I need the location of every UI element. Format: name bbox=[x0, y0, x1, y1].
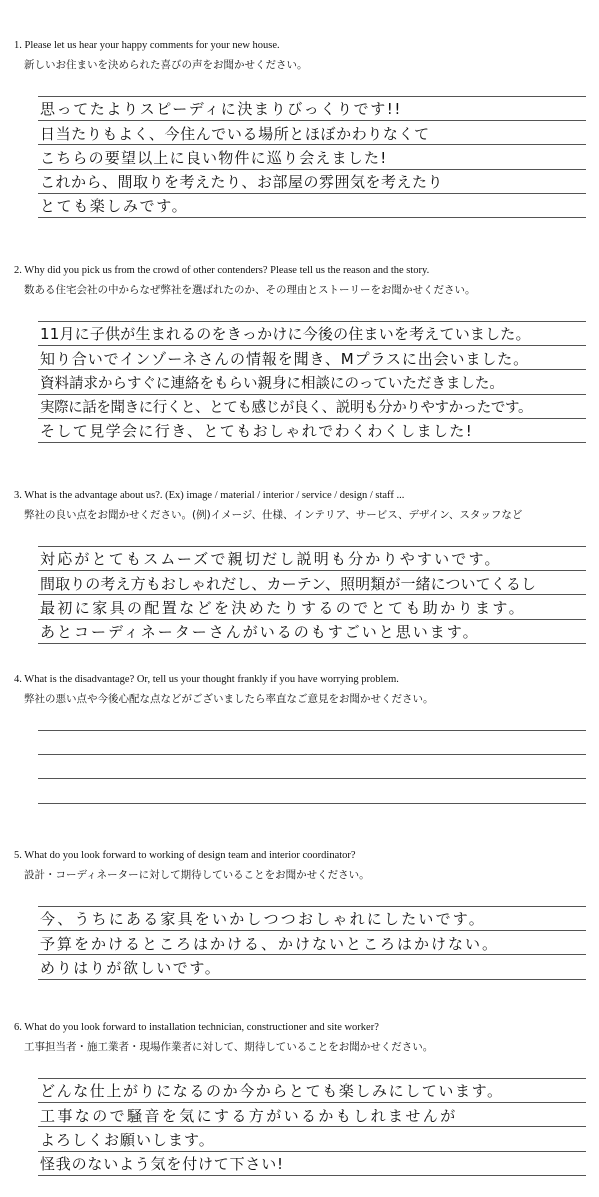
answer-1-line-5: とても楽しみです。 bbox=[40, 197, 189, 215]
answer-line bbox=[38, 730, 586, 731]
question-2-english: 2. Why did you pick us from the crowd of other contenders? Please tell us the reason and the story. bbox=[14, 265, 430, 276]
answer-line bbox=[38, 321, 586, 322]
answer-line bbox=[38, 369, 586, 370]
answer-6-line-3: よろしくお願いします。 bbox=[40, 1131, 215, 1149]
question-3-english: 3. What is the advantage about us?. (Ex) image / material / interior / service / design / staff ... bbox=[14, 490, 405, 501]
answer-2-line-5: そして見学会に行き、とてもおしゃれでわくわくしました! bbox=[40, 422, 474, 440]
answer-line bbox=[38, 442, 586, 443]
answer-3-line-1: 対応がとてもスムーズで親切だし説明も分かりやすいです。 bbox=[40, 550, 502, 568]
answer-6-line-4: 怪我のないよう気を付けて下さい! bbox=[40, 1155, 284, 1173]
answer-line bbox=[38, 594, 586, 595]
answer-line bbox=[38, 778, 586, 779]
answer-3-line-2: 間取りの考え方もおしゃれだし、カーテン、照明類が一緒についてくるし bbox=[40, 575, 537, 593]
answer-6-line-1: どんな仕上がりになるのか今からとても楽しみにしています。 bbox=[40, 1082, 504, 1100]
answer-line bbox=[38, 570, 586, 571]
answer-line bbox=[38, 169, 586, 170]
answer-line bbox=[38, 1175, 586, 1176]
answer-line bbox=[38, 394, 586, 395]
answer-1-line-4: これから、間取りを考えたり、お部屋の雰囲気を考えたり bbox=[40, 173, 444, 191]
answer-line bbox=[38, 546, 586, 547]
answer-2-line-2: 知り合いでインゾーネさんの情報を聞き、Mプラスに出会いました。 bbox=[40, 350, 530, 368]
answer-line bbox=[38, 1126, 586, 1127]
question-6-english: 6. What do you look forward to installation technician, constructioner and site worker? bbox=[14, 1022, 379, 1033]
question-5-english: 5. What do you look forward to working of design team and interior coordinator? bbox=[14, 850, 356, 861]
answer-line bbox=[38, 754, 586, 755]
question-6-japanese: 工事担当者・施工業者・現場作業者に対して、期待していることをお聞かせください。 bbox=[24, 1041, 434, 1053]
question-4-english: 4. What is the disadvantage? Or, tell us your thought frankly if you have worrying problem. bbox=[14, 674, 399, 685]
answer-5-line-3: めりはりが欲しいです。 bbox=[40, 959, 222, 977]
answer-line bbox=[38, 144, 586, 145]
answer-line bbox=[38, 803, 586, 804]
answer-5-line-2: 予算をかけるところはかける、かけないところはかけない。 bbox=[40, 935, 500, 953]
answer-3-line-4: あとコーディネーターさんがいるのもすごいと思います。 bbox=[40, 623, 480, 641]
question-1-japanese: 新しいお住まいを決められた喜びの声をお聞かせください。 bbox=[24, 59, 308, 71]
answer-line bbox=[38, 96, 586, 97]
answer-line bbox=[38, 1102, 586, 1103]
question-5-japanese: 設計・コーディネーターに対して期待していることをお聞かせください。 bbox=[24, 869, 370, 881]
answer-line bbox=[38, 345, 586, 346]
answer-line bbox=[38, 906, 586, 907]
answer-3-line-3: 最初に家具の配置などを決めたりするのでとても助かります。 bbox=[40, 599, 527, 617]
answer-line bbox=[38, 217, 586, 218]
answer-2-line-4: 実際に話を聞きに行くと、とても感じが良く、説明も分かりやすかったです。 bbox=[40, 400, 533, 416]
answer-2-line-1: 11月に子供が生まれるのをきっかけに今後の住まいを考えていました。 bbox=[40, 325, 531, 343]
answer-line bbox=[38, 930, 586, 931]
answer-1-line-3: こちらの要望以上に良い物件に巡り会えました! bbox=[40, 149, 388, 167]
question-4-japanese: 弊社の悪い点や今後心配な点などがございましたら率直なご意見をお聞かせください。 bbox=[24, 693, 434, 705]
answer-line bbox=[38, 619, 586, 620]
answer-5-line-1: 今、うちにある家具をいかしつつおしゃれにしたいです。 bbox=[40, 910, 487, 928]
answer-line bbox=[38, 954, 586, 955]
answer-line bbox=[38, 120, 586, 121]
answer-line bbox=[38, 979, 586, 980]
question-1-english: 1. Please let us hear your happy comments for your new house. bbox=[14, 40, 280, 51]
answer-6-line-2: 工事なので騒音を気にする方がいるかもしれませんが bbox=[40, 1107, 458, 1125]
answer-2-line-3: 資料請求からすぐに連絡をもらい親身に相談にのっていただきました。 bbox=[40, 376, 504, 392]
answer-line bbox=[38, 418, 586, 419]
answer-1-line-2: 日当たりもよく、今住んでいる場所とほぼかわりなくて bbox=[40, 125, 430, 143]
answer-1-line-1: 思ってたよりスピーディに決まりびっくりです!! bbox=[40, 100, 403, 118]
question-3-japanese: 弊社の良い点をお聞かせください。(例)イメージ、仕様、インテリア、サービス、デザイン、スタッフなど bbox=[24, 509, 523, 521]
answer-line bbox=[38, 1078, 586, 1079]
question-2-japanese: 数ある住宅会社の中からなぜ弊社を選ばれたのか、その理由とストーリーをお聞かせください。 bbox=[24, 284, 476, 296]
answer-line bbox=[38, 1151, 586, 1152]
answer-line bbox=[38, 193, 586, 194]
answer-line bbox=[38, 643, 586, 644]
